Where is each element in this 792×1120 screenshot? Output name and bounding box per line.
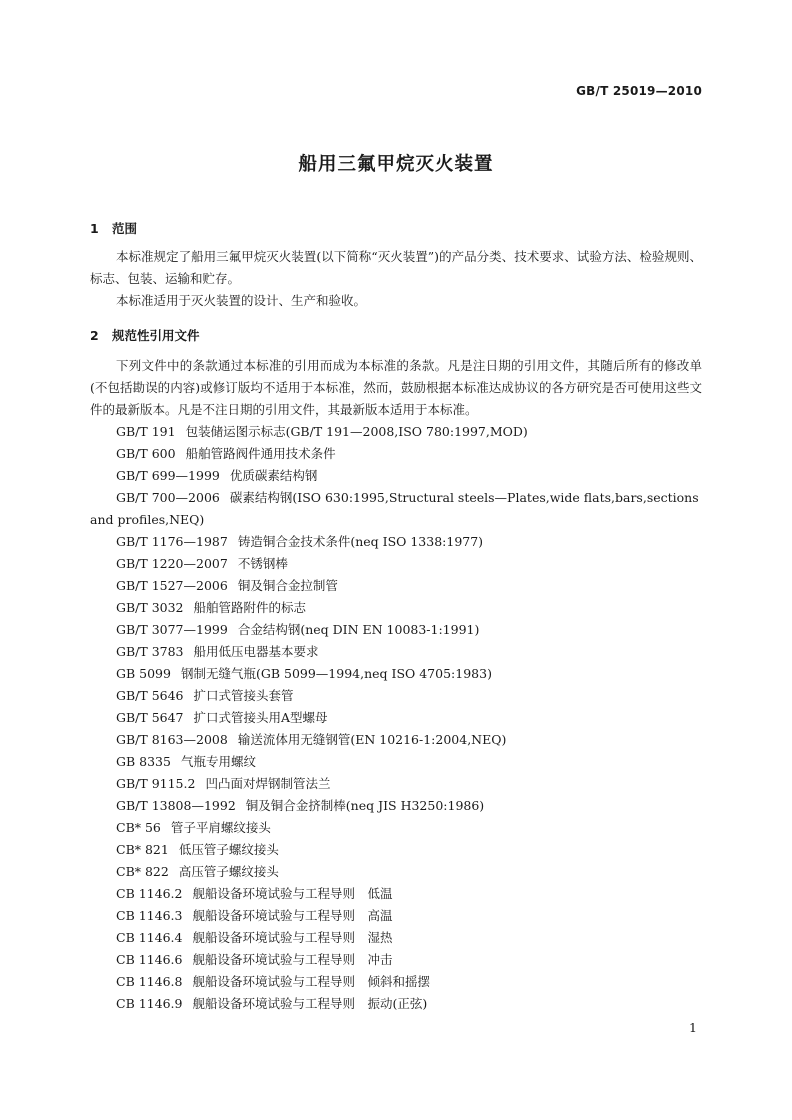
paragraph: 本标准规定了船用三氟甲烷灭火装置(以下简称“灭火装置”)的产品分类、技术要求、试验方法、检验规则、标志、包装、运输和贮存。 xyxy=(90,249,702,286)
reference-title: 输送流体用无缝钢管(EN 10216-1:2004,NEQ) xyxy=(237,732,507,747)
reference-title: 舰船设备环境试验与工程导则 高温 xyxy=(192,908,393,923)
reference-item xyxy=(90,597,702,619)
section-number: 2 xyxy=(90,328,99,343)
reference-title: 铜及铜合金拉制管 xyxy=(237,578,338,593)
reference-item xyxy=(90,839,702,861)
reference-code: CB 1146.8 xyxy=(116,974,183,989)
reference-item xyxy=(90,707,702,729)
reference-title: 舰船设备环境试验与工程导则 倾斜和摇摆 xyxy=(192,974,430,989)
reference-title: 舰船设备环境试验与工程导则 湿热 xyxy=(192,930,393,945)
reference-title: 舰船设备环境试验与工程导则 冲击 xyxy=(192,952,393,967)
reference-item xyxy=(90,773,702,795)
reference-code: CB 1146.9 xyxy=(116,996,183,1011)
reference-item xyxy=(90,443,702,465)
reference-item xyxy=(90,971,702,993)
reference-code: CB* 822 xyxy=(116,864,169,879)
reference-item xyxy=(90,531,702,553)
reference-code: GB/T 5646 xyxy=(116,688,184,703)
reference-code: GB/T 700—2006 xyxy=(116,490,220,505)
reference-title: 低压管子螺纹接头 xyxy=(178,842,279,857)
reference-title: 高压管子螺纹接头 xyxy=(178,864,279,879)
reference-item xyxy=(90,949,702,971)
reference-code: GB 5099 xyxy=(116,666,171,681)
section-number: 1 xyxy=(90,221,99,236)
paragraph: 本标准适用于灭火装置的设计、生产和验收。 xyxy=(116,293,367,308)
reference-code: GB/T 3077—1999 xyxy=(116,622,228,637)
reference-code: CB 1146.4 xyxy=(116,930,183,945)
reference-item xyxy=(90,883,702,905)
reference-title: 扩口式管接头用A型螺母 xyxy=(193,710,328,725)
reference-title: 碳素结构钢(ISO 630:1995,Structural steels—Plates,wide flats,bars,sections and profiles,NEQ) xyxy=(90,490,699,527)
reference-title: 合金结构钢(neq DIN EN 10083-1:1991) xyxy=(237,622,480,637)
section-title: 范围 xyxy=(112,221,138,236)
reference-item xyxy=(90,619,702,641)
reference-title: 钢制无缝气瓶(GB 5099—1994,neq ISO 4705:1983) xyxy=(180,666,492,681)
reference-item xyxy=(90,751,702,773)
reference-code: GB/T 3032 xyxy=(116,600,184,615)
reference-title: 舰船设备环境试验与工程导则 振动(正弦) xyxy=(192,996,428,1011)
reference-list xyxy=(90,421,702,1015)
reference-code: CB 1146.2 xyxy=(116,886,183,901)
reference-item xyxy=(90,553,702,575)
reference-item xyxy=(90,465,702,487)
reference-code: CB* 821 xyxy=(116,842,169,857)
reference-code: GB/T 1220—2007 xyxy=(116,556,228,571)
reference-item xyxy=(90,817,702,839)
reference-code: GB/T 191 xyxy=(116,424,176,439)
page-number: 1 xyxy=(689,1020,697,1035)
reference-code: GB 8335 xyxy=(116,754,171,769)
reference-code: GB/T 13808—1992 xyxy=(116,798,236,813)
reference-item xyxy=(90,641,702,663)
reference-title: 船舶管路附件的标志 xyxy=(193,600,307,615)
reference-code: GB/T 3783 xyxy=(116,644,184,659)
reference-title: 扩口式管接头套管 xyxy=(193,688,294,703)
reference-item xyxy=(90,487,702,531)
reference-code: CB 1146.3 xyxy=(116,908,183,923)
reference-code: GB/T 8163—2008 xyxy=(116,732,228,747)
document-title: 船用三氟甲烷灭火装置 xyxy=(298,154,494,175)
reference-title: 船用低压电器基本要求 xyxy=(193,644,319,659)
reference-item xyxy=(90,993,702,1015)
reference-code: CB 1146.6 xyxy=(116,952,183,967)
reference-item xyxy=(90,685,702,707)
reference-code: CB* 56 xyxy=(116,820,161,835)
reference-title: 不锈钢棒 xyxy=(237,556,288,571)
reference-code: GB/T 5647 xyxy=(116,710,184,725)
reference-code: GB/T 1527—2006 xyxy=(116,578,228,593)
reference-code: GB/T 9115.2 xyxy=(116,776,196,791)
standard-code: GB/T 25019—2010 xyxy=(576,84,702,98)
reference-title: 凹凸面对焊钢制管法兰 xyxy=(205,776,331,791)
reference-title: 船舶管路阀件通用技术条件 xyxy=(185,446,336,461)
section-heading-normative-references xyxy=(90,326,200,344)
reference-item xyxy=(90,861,702,883)
reference-title: 气瓶专用螺纹 xyxy=(180,754,256,769)
reference-item xyxy=(90,663,702,685)
reference-title: 舰船设备环境试验与工程导则 低温 xyxy=(192,886,393,901)
paragraph: 下列文件中的条款通过本标准的引用而成为本标准的条款。凡是注日期的引用文件，其随后所有的修改单(不包括勘误的内容)或修订版均不适用于本标准，然而，鼓励根据本标准达成协议的各方研究是否可使用这些文件的最新版本。凡是不注日期的引用文件，其最新版本适用于本标准。 xyxy=(90,358,702,417)
reference-title: 优质碳素结构钢 xyxy=(229,468,318,483)
section-heading-scope xyxy=(90,219,137,237)
reference-title: 铜及铜合金挤制棒(neq JIS H3250:1986) xyxy=(245,798,485,813)
reference-item xyxy=(90,927,702,949)
reference-item xyxy=(90,905,702,927)
reference-item xyxy=(90,795,702,817)
reference-title: 管子平肩螺纹接头 xyxy=(170,820,271,835)
reference-code: GB/T 699—1999 xyxy=(116,468,220,483)
section-title: 规范性引用文件 xyxy=(112,328,200,343)
reference-item xyxy=(90,575,702,597)
reference-item xyxy=(90,729,702,751)
reference-item xyxy=(90,421,702,443)
reference-title: 包装储运图示标志(GB/T 191—2008,ISO 780:1997,MOD) xyxy=(185,424,528,439)
reference-title: 铸造铜合金技术条件(neq ISO 1338:1977) xyxy=(237,534,484,549)
reference-code: GB/T 1176—1987 xyxy=(116,534,228,549)
reference-code: GB/T 600 xyxy=(116,446,176,461)
